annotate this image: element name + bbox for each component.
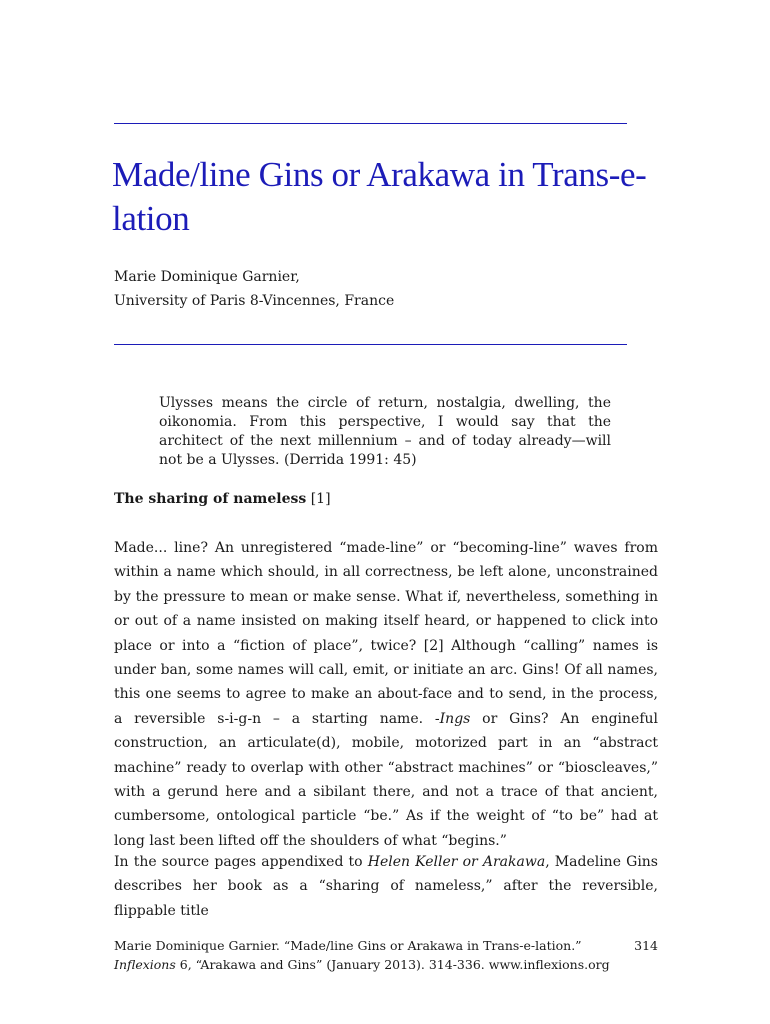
paragraph-text: In the source pages appendixed to	[114, 854, 368, 870]
paragraph-text: Made... line? An unregistered “made-line” or “becoming-line” waves from within a name which should, in all correctness, be left alone, unconstrained by the pressure to mean or make sense. What if, nevertheless, something in or out of a name insisted on making itself heard, or happened to click into place or into a “fiction of place”, twice? [2] Although “calling” names is under ban, some names will call, emit, or initiate an arc. Gins! Of all names, this one seems to agree to make an about-face and to send, in the process, a reversible s-i-g-n – a starting name. -	[114, 540, 658, 727]
section-heading-text: The sharing of nameless	[114, 491, 307, 507]
body-paragraph	[114, 536, 658, 853]
epigraph-quote: Ulysses means the circle of return, nostalgia, dwelling, the oikonomia. From this perspective, I would say that the architect of the next millennium – and of today already—will not be a Ulysses. (Derrida 1991: 45)	[159, 395, 611, 468]
page-number: 314	[634, 938, 658, 953]
paragraph-text: , Madeline Gins describes her book as a “sharing of nameless,” after the reversible, flippable title	[114, 854, 658, 919]
footer-citation-line-2	[114, 955, 658, 974]
book-title: Helen Keller or Arakawa	[367, 854, 546, 870]
article-title: Made/line Gins or Arakawa in Trans-e-lation	[112, 155, 647, 238]
section-heading	[114, 488, 331, 510]
paragraph-text: or Gins? An engineful construction, an articulate(d), mobile, motorized part in an “abstract machine” ready to overlap with other “abstract machines” or “bioscleaves,” with a gerund here and a sibilant there, and not a trace of that ancient, cumbersome, ontological particle “be.” As if the weight of “to be” had at long last been lifted off the shoulders of what “begins.”	[114, 710, 659, 849]
top-rule	[114, 123, 627, 124]
author-name: Marie Dominique Garnier,	[114, 269, 300, 285]
italic-term: Ings	[439, 710, 471, 727]
footer-citation-line-1: Marie Dominique Garnier. “Made/line Gins or Arakawa in Trans-e-lation.”	[114, 938, 582, 953]
page-footer	[114, 936, 658, 974]
footer-citation-rest: 6, “Arakawa and Gins” (January 2013). 314-336. www.inflexions.org	[175, 957, 610, 972]
body-paragraph	[114, 850, 658, 923]
footnote-ref: [1]	[306, 491, 331, 507]
journal-name: Inflexions	[114, 957, 176, 972]
author-block	[114, 265, 394, 313]
author-affiliation: University of Paris 8-Vincennes, France	[114, 293, 395, 309]
bottom-rule	[114, 344, 627, 345]
